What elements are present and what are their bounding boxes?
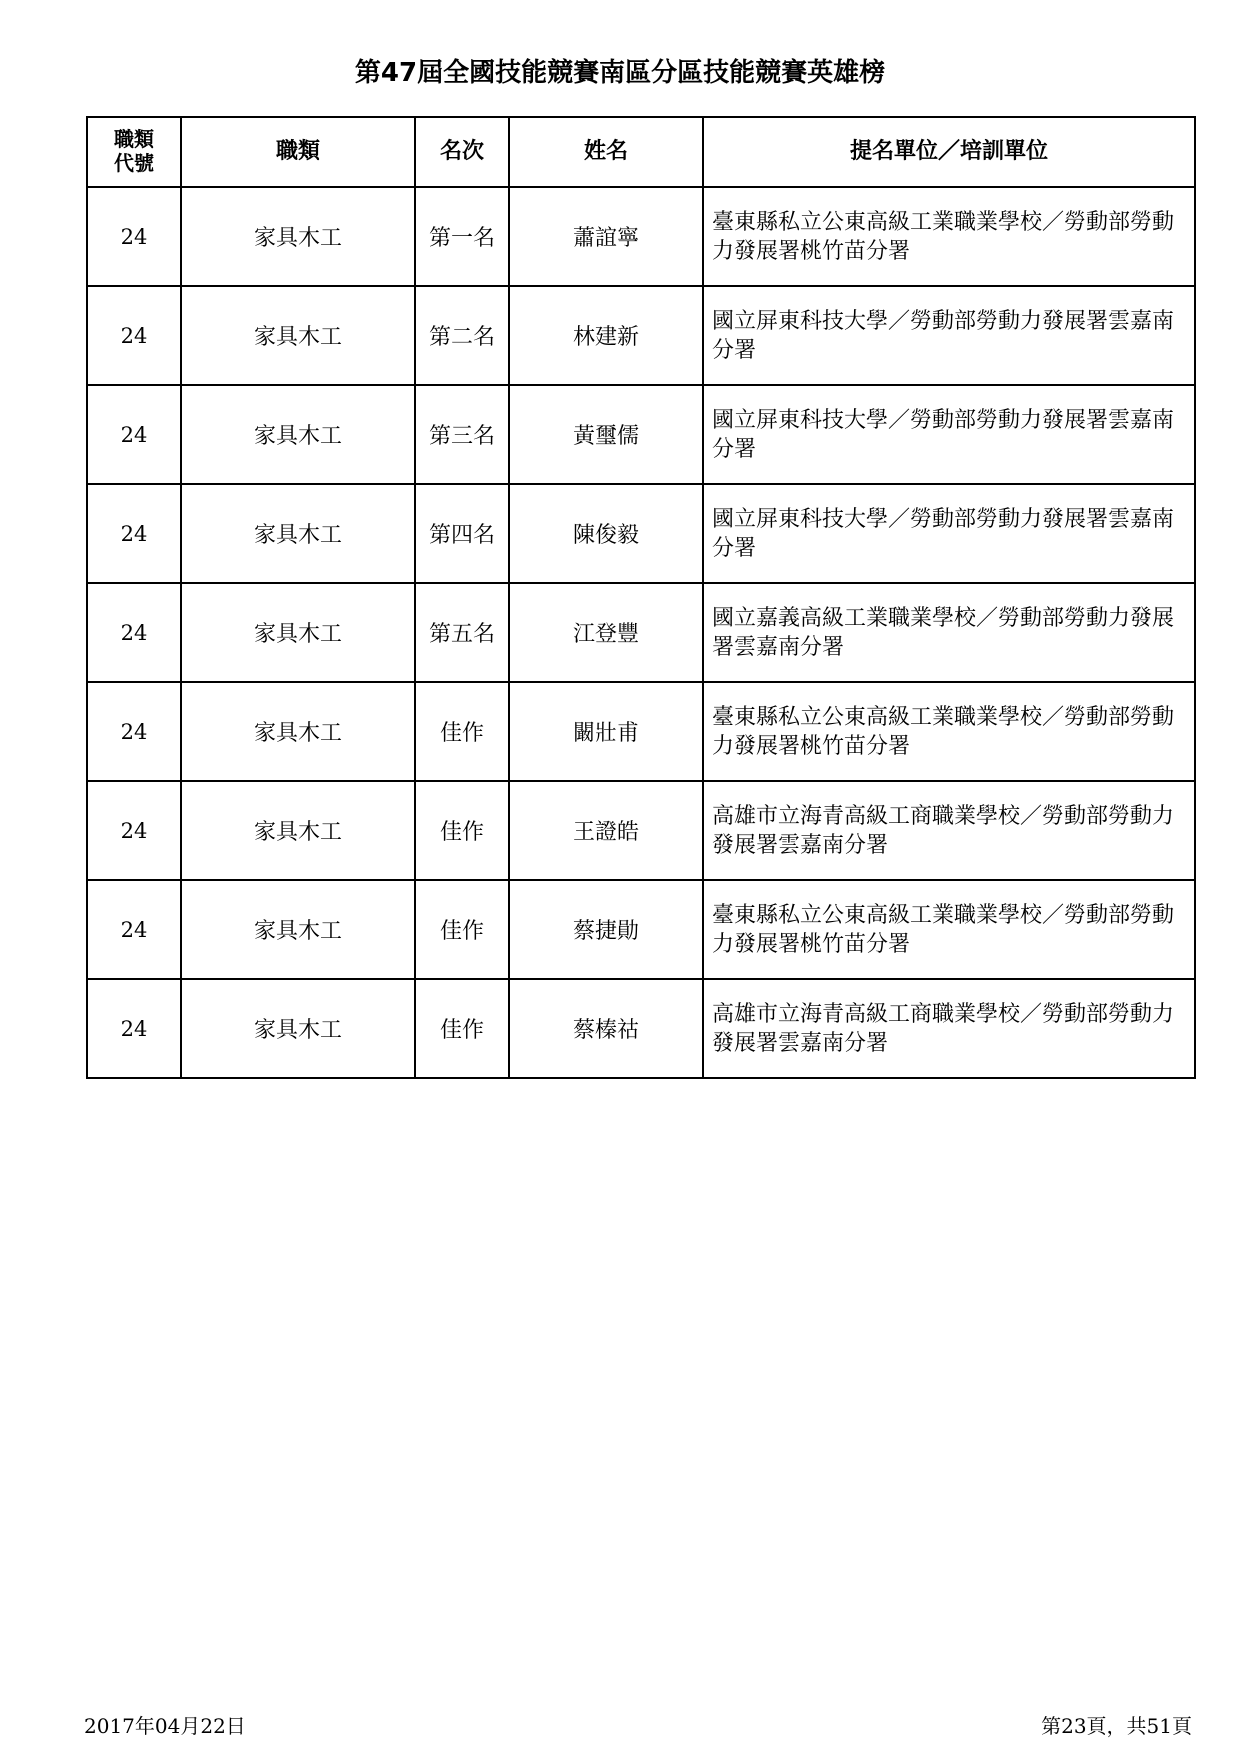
header-trade: 職類	[181, 117, 415, 187]
cell-trade: 家具木工	[181, 583, 415, 682]
cell-unit: 國立屏東科技大學／勞動部勞動力發展署雲嘉南分署	[703, 385, 1195, 484]
cell-rank: 佳作	[415, 682, 509, 781]
cell-rank: 第三名	[415, 385, 509, 484]
table-row	[87, 682, 1195, 781]
hero-roster-table	[86, 116, 1196, 1079]
cell-name: 江登豐	[509, 583, 703, 682]
cell-name: 王證皓	[509, 781, 703, 880]
header-trade-code	[87, 117, 181, 187]
cell-trade: 家具木工	[181, 880, 415, 979]
cell-trade: 家具木工	[181, 484, 415, 583]
cell-name: 蔡榛祜	[509, 979, 703, 1078]
cell-unit: 國立屏東科技大學／勞動部勞動力發展署雲嘉南分署	[703, 286, 1195, 385]
table-body	[87, 187, 1195, 1078]
cell-code: 24	[87, 484, 181, 583]
cell-code: 24	[87, 286, 181, 385]
cell-code: 24	[87, 682, 181, 781]
cell-unit: 國立嘉義高級工業職業學校／勞動部勞動力發展署雲嘉南分署	[703, 583, 1195, 682]
cell-unit: 國立屏東科技大學／勞動部勞動力發展署雲嘉南分署	[703, 484, 1195, 583]
table-row	[87, 583, 1195, 682]
cell-rank: 第五名	[415, 583, 509, 682]
cell-unit: 臺東縣私立公東高級工業職業學校／勞動部勞動力發展署桃竹苗分署	[703, 187, 1195, 286]
page-title: 第47屆全國技能競賽南區分區技能競賽英雄榜	[354, 58, 886, 88]
cell-rank: 第四名	[415, 484, 509, 583]
cell-name: 林建新	[509, 286, 703, 385]
cell-trade: 家具木工	[181, 187, 415, 286]
header-unit: 提名單位／培訓單位	[703, 117, 1195, 187]
cell-name: 黃璽儒	[509, 385, 703, 484]
cell-code: 24	[87, 583, 181, 682]
cell-code: 24	[87, 187, 181, 286]
cell-code: 24	[87, 781, 181, 880]
cell-name: 陳俊毅	[509, 484, 703, 583]
header-name: 姓名	[509, 117, 703, 187]
cell-rank: 第一名	[415, 187, 509, 286]
cell-rank: 第二名	[415, 286, 509, 385]
cell-trade: 家具木工	[181, 286, 415, 385]
footer-date: 2017年04月22日	[84, 1714, 246, 1738]
table-row	[87, 880, 1195, 979]
cell-rank: 佳作	[415, 781, 509, 880]
cell-name: 闞壯甫	[509, 682, 703, 781]
cell-code: 24	[87, 880, 181, 979]
header-code-line1: 職類	[114, 127, 154, 151]
header-code-line2: 代號	[114, 151, 154, 175]
cell-code: 24	[87, 979, 181, 1078]
table-row	[87, 187, 1195, 286]
table-row	[87, 979, 1195, 1078]
cell-rank: 佳作	[415, 979, 509, 1078]
header-rank: 名次	[415, 117, 509, 187]
table-row	[87, 385, 1195, 484]
cell-name: 蔡捷勛	[509, 880, 703, 979]
table-header-row	[87, 117, 1195, 187]
cell-unit: 高雄市立海青高級工商職業學校／勞動部勞動力發展署雲嘉南分署	[703, 781, 1195, 880]
table-row	[87, 781, 1195, 880]
cell-unit: 臺東縣私立公東高級工業職業學校／勞動部勞動力發展署桃竹苗分署	[703, 880, 1195, 979]
footer-page-number: 第23頁，共51頁	[1041, 1714, 1192, 1738]
cell-rank: 佳作	[415, 880, 509, 979]
cell-trade: 家具木工	[181, 979, 415, 1078]
cell-trade: 家具木工	[181, 781, 415, 880]
cell-trade: 家具木工	[181, 682, 415, 781]
cell-unit: 臺東縣私立公東高級工業職業學校／勞動部勞動力發展署桃竹苗分署	[703, 682, 1195, 781]
table-row	[87, 286, 1195, 385]
cell-unit: 高雄市立海青高級工商職業學校／勞動部勞動力發展署雲嘉南分署	[703, 979, 1195, 1078]
cell-code: 24	[87, 385, 181, 484]
cell-trade: 家具木工	[181, 385, 415, 484]
table-row	[87, 484, 1195, 583]
cell-name: 蕭誼寧	[509, 187, 703, 286]
